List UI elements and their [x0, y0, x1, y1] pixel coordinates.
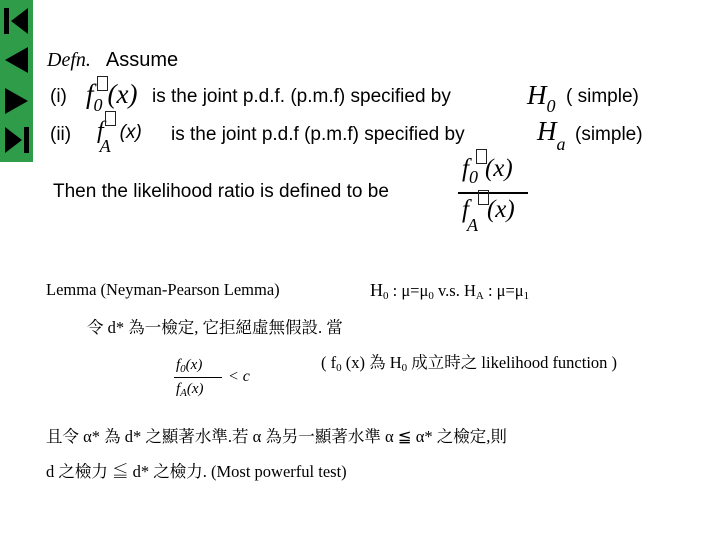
line-ii-simple: (simple) [575, 124, 643, 145]
last-slide-button[interactable] [3, 125, 30, 157]
missing-glyph-box [476, 149, 487, 164]
ratio-denominator: fA (x) [462, 196, 515, 224]
lemma-title: Lemma (Neyman-Pearson Lemma) [46, 280, 280, 299]
assume-word: Assume [105, 49, 179, 71]
next-slide-button[interactable] [3, 86, 30, 118]
lemma-test-definition: 令 d* 為一檢定, 它拒絕虛無假設. 當 [87, 318, 343, 337]
last-slide-icon [3, 125, 30, 155]
likelihood-note: ( $f_0$ (x) 為 $H_0$ 成立時之 likelihood function ) [321, 353, 618, 374]
line-ii-number: (ii) [50, 124, 72, 145]
ratio-fraction-bar [458, 192, 528, 194]
small-ratio-denominator: $f_A(x)$ [176, 381, 204, 399]
first-slide-button[interactable] [3, 6, 30, 38]
line-i-number: (i) [50, 86, 67, 107]
line-i-text: is the joint p.d.f. (p.m.f) specified by [152, 86, 451, 107]
line-i-simple: ( simple) [566, 86, 639, 107]
then-sentence: Then the likelihood ratio is defined to be [53, 181, 389, 202]
missing-glyph-box [105, 111, 116, 126]
hypotheses: $H_0$ : $\mu=\mu_0$ v.s. $H_A$ : $\mu=\mu_1$ [370, 280, 530, 302]
lemma-conclusion-line: d 之檢力 ≦ d* 之檢力. (Most powerful test) [46, 462, 347, 481]
defn-label: Defn. [47, 49, 91, 71]
ratio-numerator: f0 (x) [462, 155, 513, 183]
small-ratio-bar [174, 377, 222, 378]
navigation-bar [0, 0, 33, 162]
first-slide-icon [3, 6, 30, 36]
definition-heading [47, 49, 178, 72]
line-ii-function: fA (x) [97, 118, 142, 145]
line-ii-text: is the joint p.d.f (p.m.f) specified by [171, 124, 465, 145]
missing-glyph-box [97, 76, 108, 91]
small-ratio-numerator: $f_0(x)$ [176, 357, 203, 375]
small-ratio-relation: < c [228, 368, 250, 385]
line-i-function: f0 (x) [86, 79, 138, 110]
line-ii-hypothesis: Ha [537, 116, 566, 154]
next-arrow-icon [3, 86, 30, 116]
lemma-significance-line: 且令 α* 為 d* 之顯著水準.若 α 為另一顯著水準 α ≦ α* 之檢定,則 [46, 427, 507, 446]
previous-arrow-icon [3, 45, 30, 75]
line-i-hypothesis: H0 [527, 80, 556, 116]
previous-slide-button[interactable] [3, 45, 30, 77]
missing-glyph-box [478, 190, 489, 205]
